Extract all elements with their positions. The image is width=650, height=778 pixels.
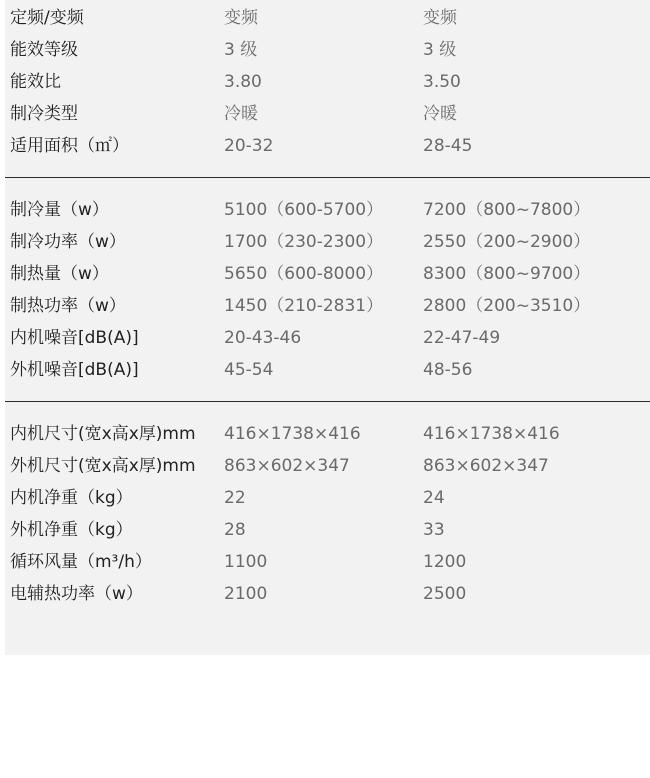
value-model-1: 1450（210-2831）	[224, 296, 384, 316]
value-model-1: 3.80	[224, 72, 262, 92]
row-label: 电辅热功率（w）	[10, 584, 143, 604]
value-model-2: 28-45	[423, 136, 473, 156]
value-model-1: 3 级	[224, 40, 258, 60]
value-model-1: 1700（230-2300）	[224, 232, 384, 252]
table-row	[5, 482, 650, 514]
table-row	[5, 354, 650, 386]
value-model-2: 7200（800~7800）	[423, 200, 591, 220]
section-divider	[5, 177, 650, 178]
value-model-2: 8300（800~9700）	[423, 264, 591, 284]
table-row	[5, 514, 650, 546]
value-model-1: 2100	[224, 584, 268, 604]
value-model-2: 24	[423, 488, 445, 508]
value-model-1: 20-43-46	[224, 328, 302, 348]
table-row	[5, 130, 650, 162]
table-row	[5, 322, 650, 354]
row-label: 内机净重（kg）	[10, 488, 133, 508]
value-model-2: 48-56	[423, 360, 473, 380]
value-model-1: 5650（600-8000）	[224, 264, 384, 284]
table-row	[5, 226, 650, 258]
value-model-2: 变频	[423, 8, 457, 28]
value-model-2: 863×602×347	[423, 456, 549, 476]
table-row	[5, 2, 650, 34]
row-label: 内机尺寸(宽x高x厚)mm	[10, 424, 196, 444]
value-model-1: 416×1738×416	[224, 424, 361, 444]
value-model-1: 1100	[224, 552, 268, 572]
value-model-1: 变频	[224, 8, 258, 28]
value-model-1: 冷暖	[224, 104, 258, 124]
row-label: 内机噪音[dB(A)]	[10, 328, 139, 348]
row-label: 外机尺寸(宽x高x厚)mm	[10, 456, 196, 476]
table-row	[5, 66, 650, 98]
row-label: 定频/变频	[10, 8, 84, 28]
row-label: 能效等级	[10, 40, 78, 60]
row-label: 适用面积（㎡）	[10, 136, 129, 156]
value-model-2: 1200	[423, 552, 467, 572]
value-model-2: 2800（200~3510）	[423, 296, 591, 316]
table-row	[5, 578, 650, 610]
table-row	[5, 546, 650, 578]
table-row	[5, 450, 650, 482]
row-label: 制冷功率（w）	[10, 232, 126, 252]
row-label: 能效比	[10, 72, 61, 92]
value-model-1: 28	[224, 520, 246, 540]
table-row	[5, 98, 650, 130]
table-row	[5, 258, 650, 290]
section-divider	[5, 401, 650, 402]
row-label: 制热量（w）	[10, 264, 109, 284]
value-model-2: 3.50	[423, 72, 461, 92]
table-row	[5, 34, 650, 66]
value-model-2: 416×1738×416	[423, 424, 560, 444]
value-model-2: 2550（200~2900）	[423, 232, 591, 252]
value-model-1: 22	[224, 488, 246, 508]
table-row	[5, 418, 650, 450]
value-model-1: 5100（600-5700）	[224, 200, 384, 220]
value-model-1: 45-54	[224, 360, 274, 380]
row-label: 制冷类型	[10, 104, 78, 124]
table-row	[5, 194, 650, 226]
value-model-2: 3 级	[423, 40, 457, 60]
row-label: 制冷量（w）	[10, 200, 109, 220]
value-model-2: 22-47-49	[423, 328, 501, 348]
row-label: 外机噪音[dB(A)]	[10, 360, 139, 380]
value-model-1: 20-32	[224, 136, 274, 156]
row-label: 外机净重（kg）	[10, 520, 133, 540]
value-model-2: 33	[423, 520, 445, 540]
value-model-1: 863×602×347	[224, 456, 350, 476]
row-label: 制热功率（w）	[10, 296, 126, 316]
table-row	[5, 290, 650, 322]
row-label: 循环风量（m³/h）	[10, 552, 152, 572]
value-model-2: 2500	[423, 584, 467, 604]
value-model-2: 冷暖	[423, 104, 457, 124]
spec-table	[5, 0, 650, 655]
